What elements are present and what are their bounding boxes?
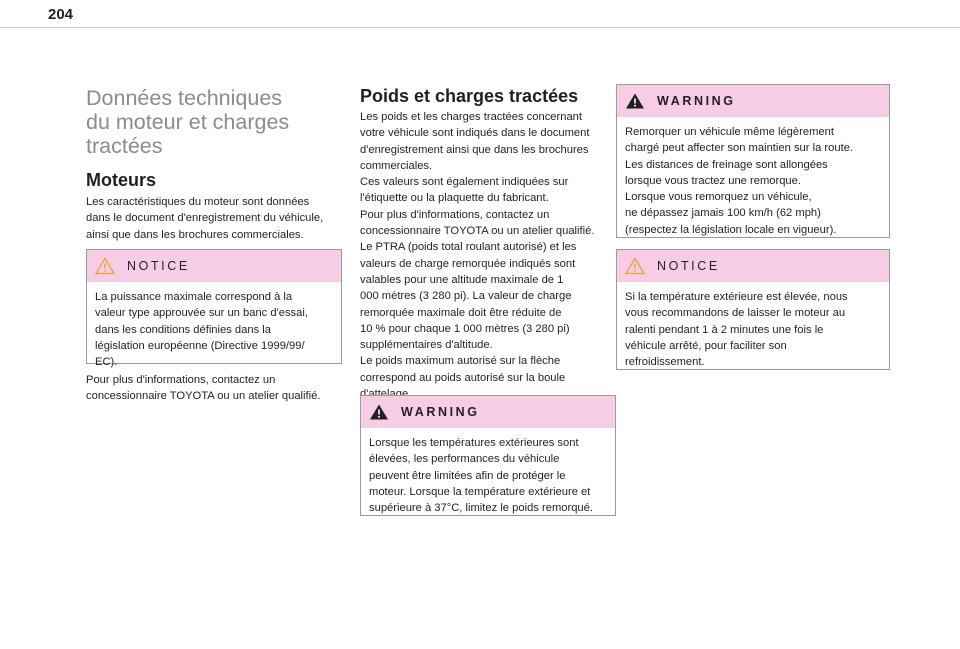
notice-label: NOTICE [127, 259, 190, 273]
warning-box-towing [616, 84, 890, 238]
poids-text: Les poids et les charges tractées concernant votre véhicule sont indiqués dans le document d'enregistrement ainsi que dans les brochures commerciales. Ces valeurs sont également indiquées sur l'étiquette ou la plaquette du fabricant. Pour plus d'informations, contactez un concessionnaire TOYOTA ou un atelier qualifié. Le PTRA (poids total roulant autorisé) et les valeurs de charge remorquée indiqués sont valables pour une altitude maximale de 1 000 mètres (3 280 pi). La valeur de charge remorquée maximale doit être réduite de 10 % pour chaque 1 000 mètres (3 280 pi) supplémentaires d'altitude. Le poids maximum autorisé sur la flèche correspond au poids autorisé sur la boule [360, 111, 595, 384]
notice-box-cooling [616, 249, 890, 370]
warning-box-temperature [360, 395, 616, 516]
notice-box-power [86, 249, 342, 369]
section-title-moteurs: Moteurs [86, 170, 157, 190]
warning-header [617, 85, 889, 117]
notice-label: NOTICE [657, 259, 720, 273]
notice-header [617, 250, 889, 282]
top-divider [0, 27, 960, 28]
page-number: 204 [48, 6, 74, 23]
warning-triangle-filled-icon [625, 92, 645, 110]
warning-triangle-outline-icon [95, 257, 115, 275]
warning-triangle-outline-icon [625, 257, 645, 275]
warning-text: Remorquer un véhicule même légèrement chargé peut affecter son maintien sur la route. Les distances de freinage sont allongées lorsque vous tractez une remorque. Lorsque vous remorquez un véhicule, ne dépassez jamais 100 km/h (62 mph) (respectez la législation locale en vigueur). [625, 126, 854, 236]
warning-triangle-filled-icon [369, 403, 389, 421]
moteurs-outro-text: Pour plus d'informations, contactez un concessionnaire TOYOTA ou un atelier qualifié. [86, 374, 321, 403]
notice-text: Si la température extérieure est élevée, nous vous recommandons de laisser le moteur au ralenti pendant 1 à 2 minutes une fois le véhicule arrêté, pour faciliter son refroidissement. [625, 291, 848, 369]
warning-text: Lorsque les températures extérieures sont élevées, les performances du véhicule peuvent être limitées afin de protéger le moteur. Lorsque la température extérieure et supérieure à 37°C, limitez le poids remorqué. [369, 437, 593, 515]
moteurs-intro-text: Les caractéristiques du moteur sont données dans le document d'enregistrement du véhicule, ainsi que dans les brochures commerciales. [86, 196, 324, 241]
chapter-title: Données techniques du moteur et charges tractées [86, 86, 290, 158]
warning-label: WARNING [657, 94, 736, 108]
warning-label: WARNING [401, 405, 480, 419]
warning-header [361, 396, 615, 428]
notice-header [87, 250, 341, 282]
section-title-poids: Poids et charges tractées [360, 86, 579, 106]
notice-text: La puissance maximale correspond à la valeur type approuvée sur un banc d'essai, dans les conditions définies dans la législation européenne (Directive 1999/99/ EC). [95, 291, 308, 369]
